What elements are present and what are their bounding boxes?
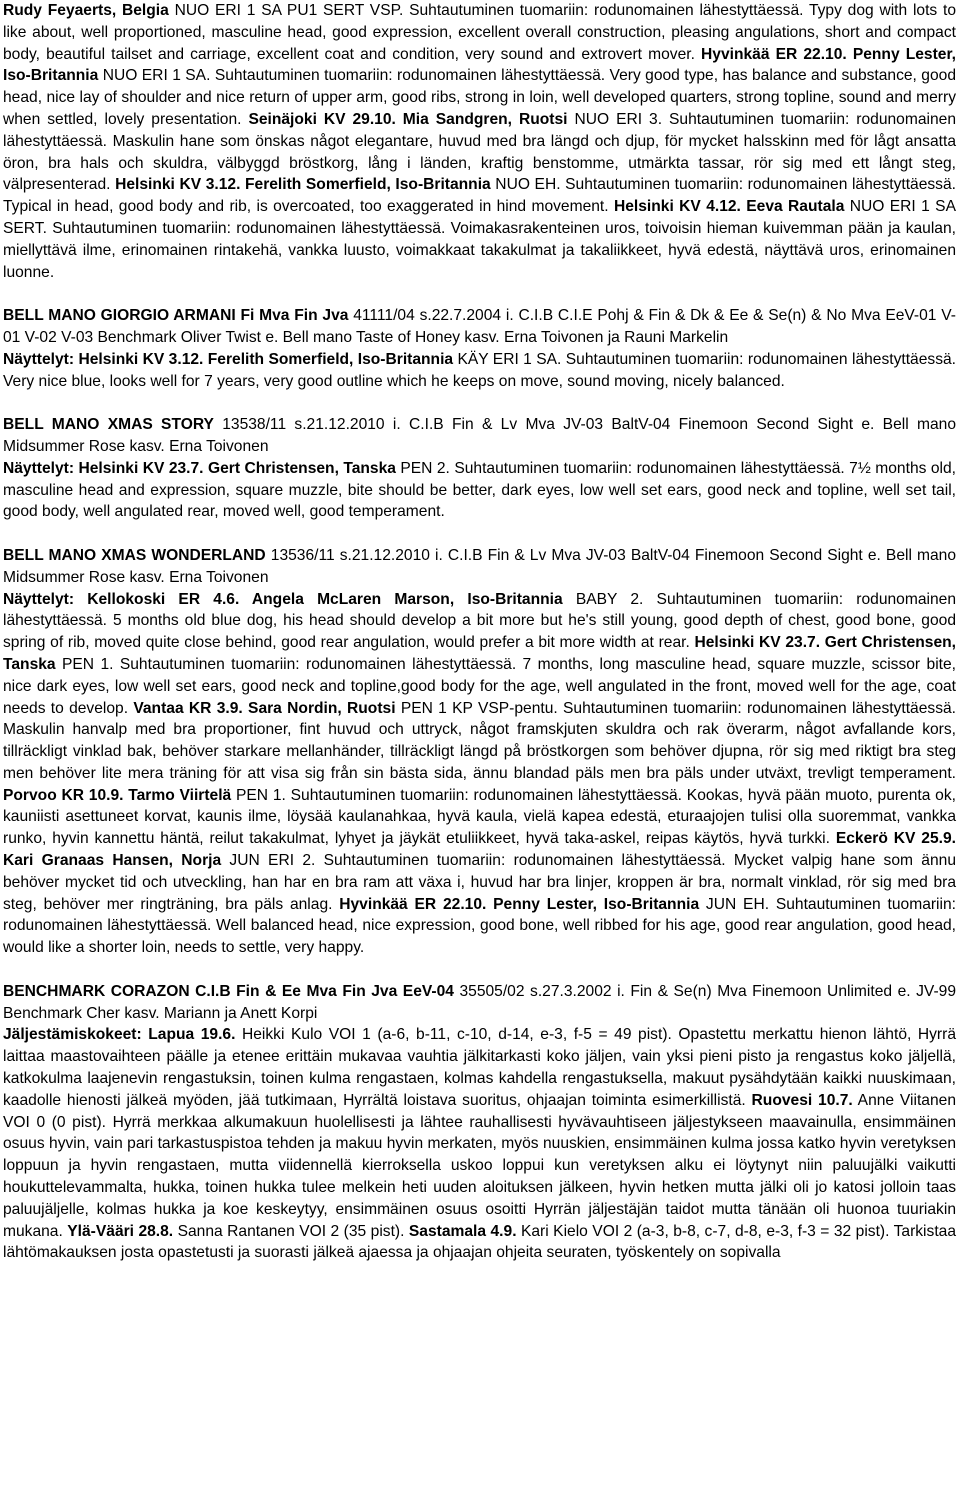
- paragraph-gap: [3, 523, 956, 545]
- show-results: [3, 349, 956, 393]
- text-run: 13538/11 s.21.12.2010 i. C.I.B Fin & Lv Mva JV-03 BaltV-04 Finemoon Second Sight e. Bell mano Midsummer Rose kasv. Erna Toivonen: [3, 416, 957, 455]
- text-run: PEN 2. Suhtautuminen tuomariin: rodunomainen lähestyttäessä. 7½ months old, masculine head and expression, square muzzle, bite should be better, dark eyes, low well set ears, good neck and topline, well set tail, good body, well angulated rear, moved well, good temperament.: [3, 459, 956, 521]
- text-run: NUO ERI 3. Suhtautuminen tuomariin: rodunomainen lähestyttäessä. Maskulin hane som önskas något elegantare, huvud med bra längd och djup, för mycket halsskinn med för lågt ansatta öron, bra hals och skuldra, välbyggd bröstkorg, lång i länden, kraftig benstomme, utmärkta tassar, rör sig med ett långt steg, välpresenterad.: [3, 110, 956, 194]
- paragraph-gap: [3, 392, 956, 414]
- show-results: [3, 458, 956, 523]
- text-run: Kari Kielo VOI 2 (a-3, b-8, c-7, d-8, e-3, f-3 = 32 pist). Tarkistaa lähtömakauksen josta opastetusti ja suorasti jälkeä ajaessa ja ohjaajan ohjeita seuraten, työskentely on sopivalla: [3, 1222, 957, 1262]
- bold-text-run: BELL MANO XMAS WONDERLAND: [3, 546, 266, 564]
- text-run: BABY 2. Suhtautuminen tuomariin: rodunomainen lähestyttäessä. 5 months old blue dog, his head should develop a bit more but he's still young, good depth of chest, good bone, good spring of rib, moved quite close behind, good rear angulation, would prefer a bit more width at rear.: [3, 590, 956, 652]
- bold-text-run: Helsinki KV 4.12. Eeva Rautala: [613, 198, 845, 216]
- text-run: NUO EH. Suhtautuminen tuomariin: rodunomainen lähestyttäessä. Typical in head, good body and rib, is overcoated, too exaggerated in hind movement.: [3, 176, 956, 216]
- text-run: NUO ERI 1 SA. Suhtautuminen tuomariin: rodunomainen lähestyttäessä. Very good type, has balance and substance, good head, nice lay of shoulder and nice return of upper arm, good ribs, strong in loin, well developed quarters, strong topline, sound and merry when settled, lovely presentation.: [3, 67, 956, 128]
- entry-heading: [3, 414, 956, 458]
- tracking-trial-results: [3, 1024, 956, 1264]
- bold-text-run: Ylä-Vääri 28.8.: [67, 1222, 174, 1240]
- paragraph-gap: [3, 959, 956, 981]
- text-run: Sanna Rantanen VOI 2 (35 pist).: [173, 1222, 409, 1240]
- bold-text-run: Porvoo KR 10.9. Tarmo Viirtelä: [3, 786, 232, 804]
- text-run: 35505/02 s.27.3.2002 i. Fin & Se(n) Mva Finemoon Unlimited e. JV-99 Benchmark Cher kasv. Mariann ja Anett Korpi: [3, 982, 956, 1022]
- text-run: Anne Viitanen VOI 0 (0 pist). Hyrrä merkkaa alkumakuun huolellisesti ja lähtee rauhallisesti hyvävauhtiseen jäljestykseen maavainulla, ensimmäinen osuus hyvin, vain pari tarkastuspistoa tehden ja makuu hyvin merkaten, myös nuuskien, ensimmäinen kulma jossa katko hyvin veretyksen loppuun ja hyvin rengastaen, mutta viidennellä kierroksella uskoo loppui kun veretyksen alku ei löytynyt niin paluujälki vaikutti houkuttelevammalta, hukka, toinen hukka tulee melkein heti uuden aloituksen jälkeen, hyvin hetken mutta jälki oli jo katosi jolloin taas paluujäljelle, kolmas hukka ja koe keskeytyy, ensimmäinen osuus osoitti Hyrrän jäljestäjän taidot mutta tänään oli huonoa tuuriakin mukana.: [3, 1091, 956, 1240]
- text-run: 41111/04 s.22.7.2004 i. C.I.B C.I.E Pohj & Fin & Dk & Ee & Se(n) & No Mva EeV-01 V-01 V-02 V-03 Benchmark Oliver Twist e. Bell mano Taste of Honey kasv. Erna Toivonen ja Rauni Markelin: [3, 307, 956, 346]
- bold-text-run: Hyvinkää ER 22.10. Penny Lester, Iso-Britannia: [339, 895, 700, 913]
- entry-heading: [3, 981, 956, 1025]
- bold-text-run: Näyttelyt: Helsinki KV 3.12. Ferelith Somerfield, Iso-Britannia: [3, 350, 454, 368]
- entry-heading: [3, 545, 956, 589]
- bold-text-run: Sastamala 4.9.: [408, 1222, 517, 1240]
- text-run: PEN 1. Suhtautuminen tuomariin: rodunomainen lähestyttäessä. Kookas, hyvä pään muoto, purenta ok, kauniisti asettuneet korvat, kaunis ilme, löysää kaulanahkaa, hyvä kaula, vielä kapea edestä, eturaajojen tulisi olla suoremmat, vankka runko, hyvin kannettu häntä, reilut takakulmat, lyhyet ja jäykät etuliikkeet, hyvä taka-askel, reipas käytös, hyvä turkki.: [3, 786, 956, 848]
- bold-text-run: Ruovesi 10.7.: [751, 1091, 853, 1109]
- text-run: JUN ERI 2. Suhtautuminen tuomariin: rodunomainen lähestyttäessä. Mycket valpig hane som ännu behöver mycket tid och utveckling, han har en bra ram att växa i, huvud har bra linjer, kroppen är bra, normalt vinklad, rör sig med bra steg, behöver mer ringträning, bra päls anlag.: [3, 852, 956, 913]
- entry-paragraph: [3, 0, 956, 283]
- bold-text-run: Näyttelyt: Helsinki KV 23.7. Gert Christensen, Tanska: [3, 459, 396, 477]
- text-run: Heikki Kulo VOI 1 (a-6, b-11, c-10, d-14, e-3, f-5 = 49 pist). Opastettu merkattu hienon lähtö, Hyrrä laittaa maastovaihteen päälle ja etenee erittäin mukavaa vauhtia jälkitarkasti koko jäljen, vain yksi pieni pisto ja rengastus koko jäljellä, katkokulma laajenevin rengastuksin, toinen kulma rengastaen, kolmas kahdella rengastuksella, makuut pysähdytään kaikki nuuskimaan, kaadolle hienosti jälkeä myöden, jää tutkimaan, Hyrrältä loistava suoritus, ohjaajan toiminta esimerkillistä.: [3, 1026, 956, 1109]
- bold-text-run: Hyvinkää ER 22.10. Penny Lester, Iso-Britannia: [3, 45, 956, 85]
- bold-text-run: Helsinki KV 3.12. Ferelith Somerfield, Iso-Britannia: [115, 176, 491, 194]
- paragraph-gap: [3, 283, 956, 305]
- text-run: NUO ERI 1 SA PU1 SERT VSP. Suhtautuminen tuomariin: rodunomainen lähestyttäessä. Typy dog with lots to like about, well proportioned, masculine head, good expression, excellent overall construction, pleasing angulations, short and compact body, beautiful tailset and carriage, excellent coat and condition, very sound and extrovert mover.: [3, 2, 956, 63]
- text-run: JUN EH. Suhtautuminen tuomariin: rodunomainen lähestyttäessä. Well balanced head, nice expression, good bone, well ribbed for his age, good rear angulation, good head, would like a shorter loin, needs to settle, very happy.: [3, 895, 956, 957]
- bold-text-run: Helsinki KV 23.7. Gert Christensen, Tanska: [3, 634, 956, 673]
- bold-text-run: Seinäjoki KV 29.10. Mia Sandgren, Ruotsi: [248, 110, 568, 128]
- show-results: [3, 589, 956, 960]
- text-run: NUO ERI 1 SA SERT. Suhtautuminen tuomariin: rodunomainen lähestyttäessä. Voimakasrakenteinen uros, toivoisin hieman kuivemman pään ja kaulan, miellyttävä ilme, erinomainen rintakehä, vankka luusto, voimakkaat takakulmat ja takaliikkeet, hyvä edestä, näyttävä uros, erinomainen luonne.: [3, 198, 956, 281]
- text-run: 13536/11 s.21.12.2010 i. C.I.B Fin & Lv Mva JV-03 BaltV-04 Finemoon Second Sight e. Bell mano Midsummer Rose kasv. Erna Toivonen: [3, 546, 957, 586]
- text-run: KÄY ERI 1 SA. Suhtautuminen tuomariin: rodunomainen lähestyttäessä. Very nice blue, looks well for 7 years, very good outline which he keeps on move, sound moving, nicely balanced.: [3, 350, 957, 390]
- bold-text-run: BELL MANO XMAS STORY: [3, 416, 214, 434]
- bold-text-run: Eckerö KV 25.9. Kari Granaas Hansen, Norja: [3, 830, 956, 870]
- text-run: PEN 1. Suhtautuminen tuomariin: rodunomainen lähestyttäessä. 7 months, long masculine head, square muzzle, scissor bite, nice dark eyes, low well set ears, good neck and topline,good body for the age, well angulated in the front, moved well for the age, coat needs to develop.: [3, 655, 956, 717]
- bold-text-run: BELL MANO GIORGIO ARMANI Fi Mva Fin Jva: [3, 307, 349, 325]
- bold-text-run: BENCHMARK CORAZON C.I.B Fin & Ee Mva Fin Jva EeV-04: [3, 982, 454, 1000]
- bold-text-run: Vantaa KR 3.9. Sara Nordin, Ruotsi: [133, 699, 396, 717]
- bold-text-run: Näyttelyt: Kellokoski ER 4.6. Angela McLaren Marson, Iso-Britannia: [3, 590, 563, 608]
- entry-heading: [3, 305, 956, 349]
- bold-text-run: Jäljestämiskokeet: Lapua 19.6.: [3, 1026, 236, 1044]
- bold-text-run: Rudy Feyaerts, Belgia: [3, 2, 169, 19]
- text-run: PEN 1 KP VSP-pentu. Suhtautuminen tuomariin: rodunomainen lähestyttäessä. Maskulin hanvalp med bra proportioner, fint huvud och uttryck, något framskjuten skuldra och rak överarm, något avfallande kors, tillräckligt vinklad bak, behöver starkare mellanhänder, tillräckligt längd på bröstkorgen som behöver djupna, rör sig med riktigt bra steg men behöver lite mera träning för att visa sig från sin bästa sida, ännu blandad päls men bra päls under utväxt, trevligt temperament.: [3, 699, 956, 782]
